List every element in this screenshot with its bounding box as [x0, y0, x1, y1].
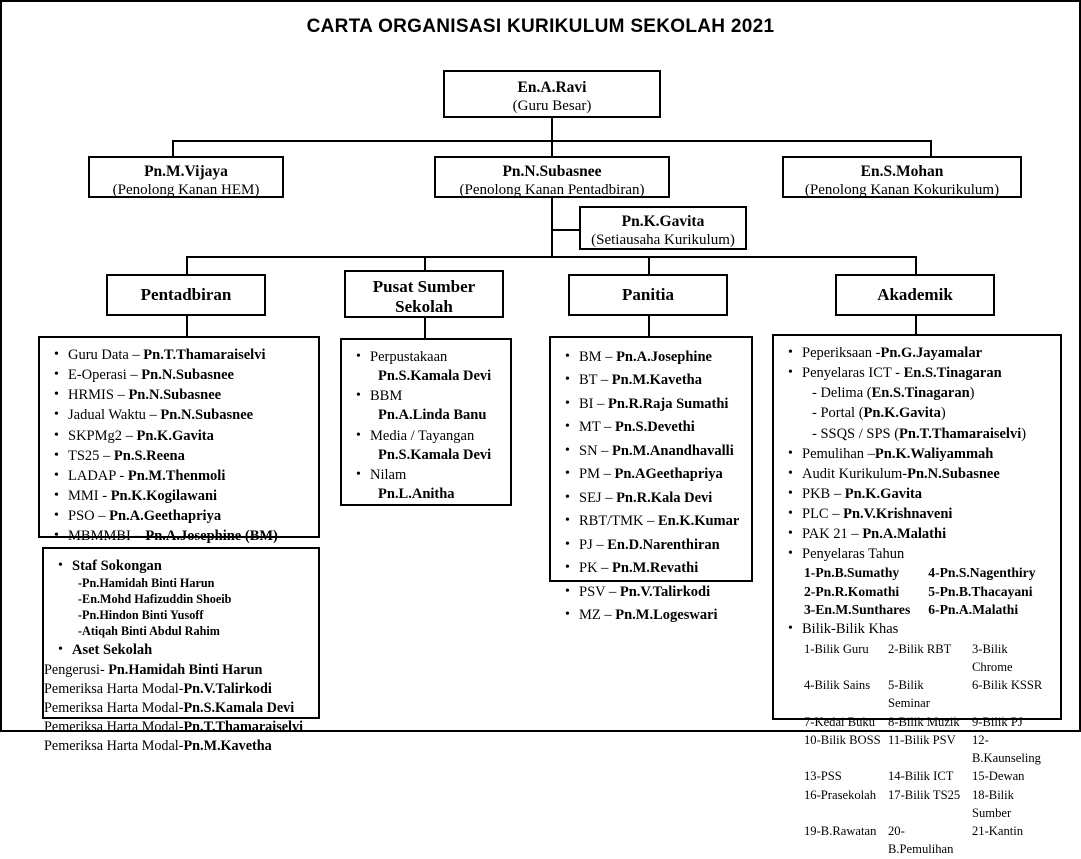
- bilik-entry: 20-B.Pemulihan: [888, 824, 954, 857]
- item-label: PJ –: [579, 536, 608, 553]
- connector-setiausaha-stub: [551, 229, 579, 231]
- list-item: [66, 507, 308, 526]
- bilik-entry: 18-Bilik Sumber: [972, 787, 1014, 820]
- item-name: Pn.AGeethapriya: [614, 466, 723, 483]
- item-label: SEJ –: [579, 489, 617, 506]
- sokongan-items: [56, 557, 308, 660]
- node-principal: [443, 70, 661, 118]
- list-item: [66, 406, 308, 425]
- aset-name: Pn.M.Kavetha: [183, 738, 272, 755]
- bilik-entry: 10-Bilik BOSS: [804, 732, 881, 747]
- bilik-entry: 6-Bilik KSSR: [972, 678, 1043, 693]
- item-label: PKB –: [802, 485, 845, 502]
- connector-principal-down: [551, 118, 553, 140]
- item-label: MZ –: [579, 607, 616, 624]
- item-name: Pn.V.Talirkodi: [619, 583, 711, 600]
- aset-name: Pn.T.Thamaraiselvi: [183, 719, 304, 736]
- item-name: Pn.T.Thamaraiselvi: [899, 425, 1022, 442]
- item-label: MT –: [579, 419, 615, 436]
- item-name: Pn.N.Subasnee: [141, 367, 234, 384]
- item-name: Pn.R.Kala Devi: [616, 489, 713, 506]
- item-label: Audit Kurikulum-: [802, 465, 908, 482]
- item-name: Pn.V.Krishnaveni: [843, 506, 953, 522]
- list-item: [800, 445, 1050, 464]
- item-label: TS25 –: [68, 447, 114, 464]
- bilik-entry: 4-Bilik Sains: [804, 678, 871, 693]
- node-principal-role: (Guru Besar): [512, 98, 592, 115]
- header-pentadbiran: [106, 274, 266, 316]
- list-item: [66, 527, 308, 546]
- list-item: [577, 369, 741, 391]
- node-pk-hem-name: Pn.M.Vijaya: [144, 163, 228, 180]
- item-name: Pn.A.Josephine: [616, 349, 712, 365]
- list-panitia: [549, 336, 753, 624]
- item-label: PK –: [579, 560, 613, 577]
- item-label: HRMIS –: [68, 387, 129, 404]
- item-label: Nilam: [370, 466, 407, 483]
- list-item: [368, 387, 500, 425]
- item-label: Perpustakaan: [370, 349, 448, 365]
- item-name: Pn.K.Kogilawani: [110, 487, 218, 504]
- list-item: [577, 604, 741, 626]
- bilik-title: Bilik-Bilik Khas: [802, 621, 899, 638]
- item-name: Pn.N.Subasnee: [128, 387, 222, 404]
- list-item: [800, 485, 1050, 504]
- item-label: BM –: [579, 349, 617, 365]
- item-label: PLC –: [802, 506, 844, 522]
- aset-row: [44, 699, 308, 718]
- list-item: [577, 534, 741, 556]
- item-name: Pn.M.Revathi: [612, 560, 699, 577]
- list-item: [66, 447, 308, 466]
- penyelaras-tahun-entry: 5-Pn.B.Thacayani: [928, 583, 1033, 599]
- item-name: Pn.K.Waliyammah: [874, 445, 994, 462]
- item-name: Pn.R.Raja Sumathi: [608, 395, 729, 412]
- bilik-bilik-khas: [800, 620, 1050, 858]
- node-pk-kokurikulum-role: (Penolong Kanan Kokurikulum): [804, 182, 1000, 199]
- staf-name: -Pn.Hamidah Binti Harun: [78, 576, 215, 591]
- node-setiausaha: [579, 206, 747, 250]
- item-name: Pn.M.Thenmoli: [127, 467, 226, 484]
- page-title: CARTA ORGANISASI KURIKULUM SEKOLAH 2021: [306, 16, 775, 37]
- node-pk-kokurikulum: [782, 156, 1022, 198]
- aset-label: Pemeriksa Harta Modal-: [44, 738, 184, 755]
- aset-name: Pn.S.Kamala Devi: [183, 700, 295, 717]
- list-sokongan: [42, 547, 320, 755]
- connector-col-akademik: [915, 256, 917, 274]
- node-setiausaha-name: Pn.K.Gavita: [621, 213, 705, 230]
- list-item: [368, 427, 500, 465]
- item-label: Peperiksaan -: [802, 345, 881, 361]
- item-name: Pn.K.Gavita: [136, 427, 214, 444]
- aset-label: Pemeriksa Harta Modal-: [44, 719, 184, 736]
- sokongan-staf-title: • Staf Sokongan -Pn.Hamidah Binti Harun -En.Mohd Hafizuddin Shoeib -Pn.Hindon Binti Yusoff -Atiqah Binti Abdul Rahim: [70, 557, 308, 640]
- list-item: [810, 425, 1050, 444]
- item-label: Penyelaras ICT -: [802, 365, 904, 382]
- list-item: [800, 465, 1050, 484]
- list-item: [577, 346, 741, 368]
- item-name: En.D.Narenthiran: [607, 536, 720, 553]
- item-label: PM –: [579, 466, 615, 483]
- item-name: Pn.S.Kamala Devi: [378, 446, 492, 463]
- connector-koku-down: [930, 140, 932, 156]
- item-name: Pn.N.Subasnee: [907, 465, 1000, 482]
- item-name: Pn.A.Malathi: [862, 526, 947, 543]
- item-name: Pn.T.Thamaraiselvi: [143, 347, 266, 363]
- list-item: [368, 348, 500, 386]
- header-pentadbiran-label: Pentadbiran: [140, 284, 232, 304]
- akademik-items: [786, 344, 1050, 859]
- penyelaras-tahun-entry: 4-Pn.S.Nagenthiry: [928, 565, 1036, 581]
- list-item: [577, 510, 741, 532]
- item-label: MMI -: [68, 487, 111, 504]
- list-item: [800, 344, 1050, 363]
- list-pusat-sumber: [340, 338, 512, 506]
- connector-columns-bus: [186, 256, 916, 258]
- item-label: Guru Data –: [68, 347, 144, 363]
- item-label: Pemulihan –: [802, 445, 875, 462]
- list-item: [800, 505, 1050, 524]
- aset-row: [44, 737, 308, 756]
- penyelaras-tahun-entry: 1-Pn.B.Sumathy: [804, 565, 900, 581]
- list-item: [810, 404, 1050, 423]
- list-item: [577, 393, 741, 415]
- bilik-entry: 14-Bilik ICT: [888, 769, 954, 784]
- item-name: Pn.A.Geethapriya: [109, 508, 222, 524]
- node-pk-hem-role: (Penolong Kanan HEM): [112, 182, 260, 199]
- staf-name: -Pn.Hindon Binti Yusoff: [78, 607, 204, 622]
- list-item: [577, 440, 741, 462]
- item-close: ): [969, 385, 975, 402]
- item-name: Pn.S.Kamala Devi: [378, 368, 492, 385]
- item-name: Pn.M.Logeswari: [615, 607, 718, 624]
- item-name: Pn.K.Gavita: [863, 405, 941, 422]
- list-item: [800, 525, 1050, 544]
- item-label: - Portal (: [812, 405, 864, 422]
- connector-setiausaha-down: [551, 229, 553, 256]
- connector-panitia-content: [648, 316, 650, 336]
- connector-akademik-content: [915, 316, 917, 336]
- sokongan-aset-rows: [44, 661, 308, 757]
- item-name: Pn.M.Kavetha: [611, 372, 702, 389]
- penyelaras-tahun-title: Penyelaras Tahun: [802, 546, 905, 563]
- item-name: Pn.N.Subasnee: [160, 407, 254, 424]
- item-label: RBT/TMK –: [579, 513, 658, 530]
- list-item: [810, 384, 1050, 403]
- item-label: BI –: [579, 395, 608, 412]
- list-item: [66, 427, 308, 446]
- bilik-entry: 12-B.Kaunseling: [972, 732, 1041, 766]
- item-name: En.S.Tinagaran: [903, 365, 1002, 382]
- sokongan-aset-title: • Aset Sekolah: [70, 641, 308, 660]
- penyelaras-tahun-entry: 2-Pn.R.Komathi: [804, 583, 900, 599]
- item-label: - Delima (: [812, 385, 872, 402]
- item-label: Media / Tayangan: [370, 427, 475, 444]
- item-label: PSO –: [68, 508, 110, 524]
- node-pk-kokurikulum-name: En.S.Mohan: [860, 163, 944, 180]
- sokongan-staf-names: [72, 576, 308, 639]
- item-label: PAK 21 –: [802, 526, 863, 543]
- bilik-entry: 2-Bilik RBT: [888, 641, 952, 656]
- aset-row: [44, 680, 308, 699]
- bilik-grid: [804, 640, 1050, 859]
- penyelaras-tahun-entry: 3-En.M.Sunthares: [804, 602, 911, 618]
- penyelaras-tahun-entry: 6-Pn.A.Malathi: [928, 602, 1019, 618]
- aset-row: [44, 661, 308, 680]
- item-label: SN –: [579, 442, 613, 459]
- connector-pentadbiran-content: [186, 316, 188, 336]
- item-name: Pn.M.Anandhavalli: [612, 442, 734, 459]
- header-pusat-sumber-line2: Sekolah: [395, 297, 453, 317]
- bilik-entry: 8-Bilik Muzik: [888, 714, 960, 729]
- list-akademik: [772, 334, 1062, 857]
- aset-row: [44, 718, 308, 737]
- list-item: [368, 466, 500, 504]
- bilik-entry: 15-Dewan: [972, 769, 1025, 784]
- bilik-entry: 21-Kantin: [972, 824, 1024, 839]
- node-pk-pentadbiran: [434, 156, 670, 198]
- item-label: LADAP -: [68, 467, 128, 484]
- penyelaras-tahun: [800, 545, 1050, 619]
- item-name: Pn.S.Devethi: [615, 419, 695, 436]
- bilik-entry: 9-Bilik PJ: [972, 714, 1023, 729]
- list-item: [66, 366, 308, 385]
- node-setiausaha-role: (Setiausaha Kurikulum): [591, 232, 735, 249]
- list-item: [577, 463, 741, 485]
- item-label: - SSQS / SPS (: [812, 425, 900, 442]
- list-item: [577, 581, 741, 603]
- node-pk-pentadbiran-role: (Penolong Kanan Pentadbiran): [459, 182, 645, 199]
- connector-pusat-sumber-content: [424, 318, 426, 338]
- list-item: [577, 557, 741, 579]
- aset-label: Pemeriksa Harta Modal-: [44, 680, 184, 697]
- aset-name: Pn.V.Talirkodi: [183, 680, 272, 697]
- item-close: ): [940, 405, 946, 422]
- list-item: [577, 487, 741, 509]
- header-pusat-sumber-line1: Pusat Sumber: [372, 277, 476, 296]
- item-label: E-Operasi –: [68, 367, 142, 384]
- item-name: En.S.Tinagaran: [871, 385, 970, 402]
- item-label: BBM: [370, 388, 403, 405]
- col-1: [804, 564, 910, 619]
- header-panitia-label: Panitia: [622, 284, 674, 304]
- item-name: En.K.Kumar: [657, 513, 740, 530]
- item-name: Pn.G.Jayamalar: [880, 345, 983, 361]
- bilik-entry: 5-Bilik Seminar: [888, 678, 930, 711]
- penyelaras-tahun-columns: [804, 564, 1050, 619]
- item-name: Pn.A.Linda Banu: [378, 407, 487, 424]
- header-akademik-label: Akademik: [877, 284, 953, 304]
- connector-col-pentadbiran: [186, 256, 188, 274]
- staf-name: -En.Mohd Hafizuddin Shoeib: [78, 591, 232, 606]
- list-item: [66, 386, 308, 405]
- node-principal-name: En.A.Ravi: [517, 79, 587, 96]
- item-name: Pn.S.Reena: [113, 447, 185, 464]
- list-item: [66, 467, 308, 486]
- item-name: Pn.K.Gavita: [844, 485, 923, 502]
- list-item: [66, 487, 308, 506]
- list-item: [800, 364, 1050, 383]
- header-panitia: [568, 274, 728, 316]
- header-akademik: [835, 274, 995, 316]
- connector-pentadbiran-down: [551, 140, 553, 156]
- pentadbiran-items: [52, 346, 308, 546]
- panitia-items: [563, 346, 741, 627]
- connector-hem-down: [172, 140, 174, 156]
- node-pk-hem: [88, 156, 284, 198]
- bilik-entry: 3-Bilik Chrome: [972, 641, 1013, 674]
- header-pusat-sumber: [344, 270, 504, 318]
- aset-name: Pn.Hamidah Binti Harun: [108, 661, 263, 678]
- item-label: Jadual Waktu –: [68, 407, 161, 424]
- bilik-entry: 7-Kedai Buku: [804, 714, 875, 729]
- bilik-entry: 17-Bilik TS25: [888, 787, 961, 802]
- bilik-entry: 13-PSS: [804, 769, 842, 784]
- aset-label: Pengerusi-: [44, 661, 109, 678]
- bilik-entry: 19-B.Rawatan: [804, 824, 877, 839]
- item-label: PSV –: [579, 583, 620, 600]
- item-close: ): [1021, 425, 1027, 442]
- item-label: MBMMBI –: [68, 528, 146, 545]
- list-item: [66, 346, 308, 365]
- col-2: [928, 564, 1035, 619]
- pusat-sumber-items: [354, 348, 500, 504]
- list-item: [577, 416, 741, 438]
- item-label: SKPMg2 –: [68, 427, 137, 444]
- item-label: BT –: [579, 372, 612, 389]
- connector-pentadbiran-to-setiausaha: [551, 198, 553, 230]
- list-pentadbiran: [38, 336, 320, 545]
- item-name: Pn.L.Anitha: [378, 485, 455, 502]
- bilik-entry: 16-Prasekolah: [804, 787, 877, 802]
- bilik-entry: 11-Bilik PSV: [888, 732, 956, 747]
- staf-name: -Atiqah Binti Abdul Rahim: [78, 623, 220, 638]
- bilik-entry: 1-Bilik Guru: [804, 641, 869, 656]
- connector-col-panitia: [648, 256, 650, 274]
- item-name: Pn.A.Josephine (BM): [145, 528, 278, 545]
- aset-label: Pemeriksa Harta Modal-: [44, 700, 184, 717]
- node-pk-pentadbiran-name: Pn.N.Subasnee: [502, 163, 602, 180]
